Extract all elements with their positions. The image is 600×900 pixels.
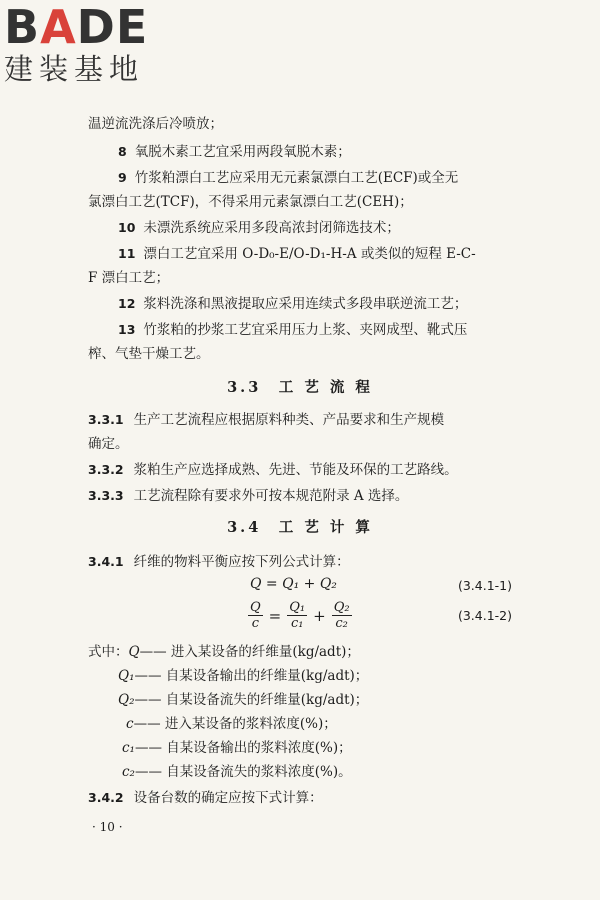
where-line-4: c—— 进入某设备的浆料浓度(%)； bbox=[126, 716, 337, 732]
bade-logo bbox=[4, 0, 149, 86]
list-item-11: 11 漂白工艺宜采用 O-D₀-E/O-D₁-H-A 或类似的短程 E-C- bbox=[118, 246, 476, 262]
where-line-2: Q₁—— 自某设备输出的纤维量(kg/adt)； bbox=[118, 668, 369, 684]
list-item-10: 10 未漂洗系统应采用多段高浓封闭筛选技术； bbox=[118, 220, 400, 236]
section-heading-3-4: 3.4 工 艺 计 算 bbox=[227, 519, 373, 536]
list-item-9: 9 竹浆粕漂白工艺应采用无元素氯漂白工艺(ECF)或全无 bbox=[118, 170, 459, 186]
where-line-5: c₁—— 自某设备输出的浆料浓度(%)； bbox=[122, 740, 352, 756]
list-item-12: 12 浆料洗涤和黑液提取应采用连续式多段串联逆流工艺； bbox=[118, 296, 468, 312]
list-item-11-cont: F 漂白工艺； bbox=[88, 270, 170, 286]
clause-3-3-3: 3.3.3 工艺流程除有要求外可按本规范附录 A 选择。 bbox=[88, 488, 409, 504]
clause-3-3-2: 3.3.2 浆粕生产应选择成熟、先进、节能及环保的工艺路线。 bbox=[88, 462, 458, 478]
list-item-13-cont: 榨、气垫干燥工艺。 bbox=[88, 346, 210, 362]
where-line-3: Q₂—— 自某设备流失的纤维量(kg/adt)； bbox=[118, 692, 369, 708]
formula-number-2: (3.4.1-2) bbox=[457, 608, 512, 623]
where-line-6: c₂—— 自某设备流失的浆料浓度(%)。 bbox=[122, 764, 352, 780]
fraction-q1-c1: $\frac{\text{Q₁}}{\text{c₁}}$ bbox=[289, 600, 306, 631]
logo-wordmark: BADE bbox=[4, 0, 149, 54]
formula-number-1: (3.4.1-1) bbox=[457, 578, 512, 593]
list-item-8: 8 氧脱木素工艺宜采用两段氧脱木素； bbox=[118, 144, 351, 160]
clause-3-3-1: 3.3.1 生产工艺流程应根据原料种类、产品要求和生产规模 bbox=[88, 412, 445, 428]
section-heading-3-3: 3.3 工 艺 流 程 bbox=[227, 379, 373, 396]
clause-3-4-2: 3.4.2 设备台数的确定应按下式计算： bbox=[88, 790, 323, 806]
fraction-q2-c2: $\frac{\text{Q₂}}{\text{c₂}}$ bbox=[333, 600, 350, 631]
formula-3-4-1-2: $\frac{Q}{c}$ = $\frac{\text{Q₁}}{\text{c₁}}$ + $\frac{\text{Q₂}}{\text{c₂}}$ bbox=[250, 600, 350, 631]
list-item-13: 13 竹浆粕的抄浆工艺宜采用压力上浆、夹网成型、靴式压 bbox=[118, 322, 468, 338]
list-item-9-cont: 氯漂白工艺(TCF)，不得采用元素氯漂白工艺(CEH)； bbox=[88, 194, 413, 210]
formula-3-4-1-1: Q = Q₁ + Q₂ bbox=[250, 576, 337, 592]
page-number: · 10 · bbox=[92, 820, 123, 834]
where-line-1: 式中：Q—— 进入某设备的纤维量(kg/adt)； bbox=[88, 644, 360, 660]
text-line: 温逆流洗涤后冷喷放； bbox=[88, 116, 223, 132]
clause-3-4-1: 3.4.1 纤维的物料平衡应按下列公式计算： bbox=[88, 554, 350, 570]
clause-3-3-1-cont: 确定。 bbox=[88, 436, 129, 452]
fraction-q-c: $\frac{Q}{c}$ bbox=[250, 600, 261, 631]
logo-subtitle: 建装基地 bbox=[4, 52, 145, 86]
